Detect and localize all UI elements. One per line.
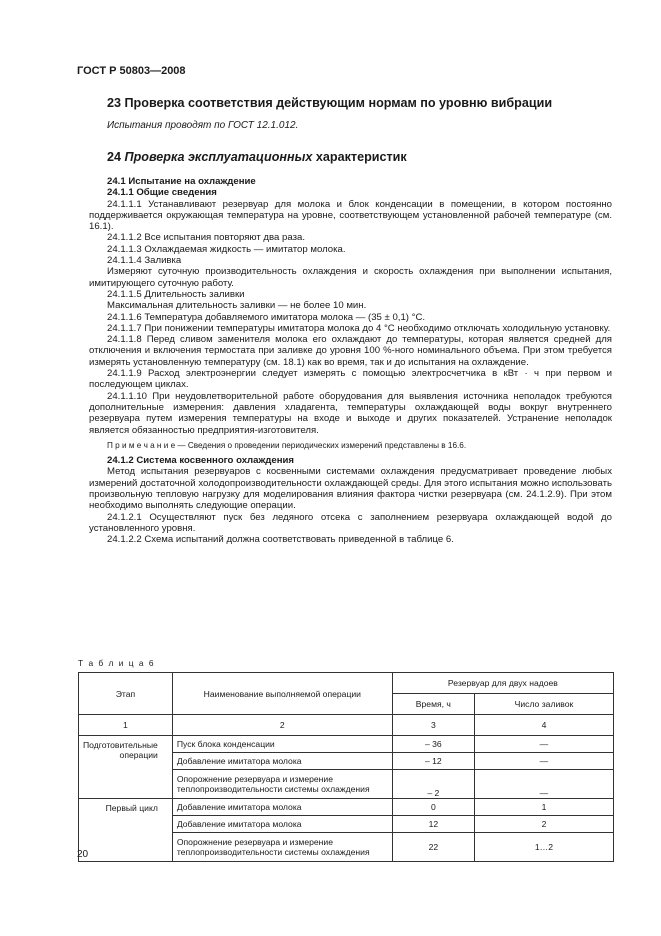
operation-cell: Добавление имитатора молока <box>172 816 392 833</box>
paragraph: 24.1.1.2 Все испытания повторяют два раза. <box>107 232 305 244</box>
page-number: 20 <box>77 849 89 860</box>
fills-cell: 1 <box>474 799 613 816</box>
fills-cell: — <box>474 770 613 799</box>
time-cell: 0 <box>392 799 474 816</box>
fills-cell: 1…2 <box>474 833 613 862</box>
fills-cell: 2 <box>474 816 613 833</box>
table-row <box>79 736 614 753</box>
col-number: 2 <box>172 715 392 736</box>
table-6 <box>78 672 614 862</box>
paragraph: 24.1.1.8 Перед сливом заменителя молока его охлаждают до температуры, которая является средней для отключения и включения термостата при заливке до уровня 100 %-ного номинального объема. При этом требуется измерять установленную температуру (см. 18.1) как во время, так и до испытания на охлаждение. <box>89 334 612 368</box>
body-text <box>89 176 612 546</box>
stage-cell: Подготовительные операции <box>79 736 173 799</box>
operation-cell: Добавление имитатора молока <box>172 799 392 816</box>
operation-cell: Добавление имитатора молока <box>172 753 392 770</box>
section-23-text: Испытания проводят по ГОСТ 12.1.012. <box>107 120 299 131</box>
paragraph: 24.1.1.5 Длительность заливки <box>107 288 245 300</box>
paragraph: Метод испытания резервуаров с косвенными системами охлаждения предусматривает проведение любых измерений достаточной холодопроизводительности охлаждающей среды. Для этого испытания можно использовать произвольную тепловую нагрузку для моделирования влияния фактора чистки резервуара (см. 24.1.2.9). При этом необходимо выполнять следующие операции. <box>89 466 612 512</box>
header-stage: Этап <box>79 673 173 715</box>
operation-cell: Пуск блока конденсации <box>172 736 392 753</box>
paragraph: Максимальная длительность заливки — не более 10 мин. <box>107 300 367 312</box>
paragraph: 24.1.1.4 Заливка <box>107 255 182 267</box>
subsection-heading: 24.1.2 Система косвенного охлаждения <box>107 455 294 467</box>
col-number: 4 <box>474 715 613 736</box>
section-24-number: 24 <box>107 150 125 164</box>
col-number: 1 <box>79 715 173 736</box>
subsection-heading: 24.1.1 Общие сведения <box>107 187 217 199</box>
paragraph: 24.1.1.3 Охлаждаемая жидкость — имитатор молока. <box>107 243 346 255</box>
paragraph: 24.1.1.7 При понижении температуры имитатора молока до 4 °С необходимо отключать холодильную установку. <box>107 322 611 334</box>
table-caption: Т а б л и ц а 6 <box>78 658 156 668</box>
time-cell: – 12 <box>392 753 474 770</box>
fills-cell: — <box>474 736 613 753</box>
note-paragraph: П р и м е ч а н и е — Сведения о проведении периодических измерений представлены в 16.6. <box>107 440 467 450</box>
header-fills: Число заливок <box>474 694 613 715</box>
fills-cell: — <box>474 753 613 770</box>
document-header: ГОСТ Р 50803—2008 <box>77 65 186 77</box>
paragraph: 24.1.1.9 Расход электроэнергии следует измерять с помощью электросчетчика в кВт · ч при первом и последующем циклах. <box>89 368 612 391</box>
time-cell: – 2 <box>392 770 474 799</box>
section-24-title <box>107 150 407 164</box>
paragraph: 24.1.1.10 При неудовлетворительной работе оборудования для выявления источника неполадок требуются дополнительные измерения: давления хладагента, температуры охлаждающей воды вокруг внутреннего резервуара путем измерения температуры на входе и выходе и других показателей. Устранение неполадок является обязанностью предприятия-изготовителя. <box>89 390 612 436</box>
time-cell: 12 <box>392 816 474 833</box>
paragraph: 24.1.2.2 Схема испытаний должна соответствовать приведенной в таблице 6. <box>107 534 454 546</box>
stage-cell: Первый цикл <box>79 799 173 862</box>
paragraph: 24.1.2.1 Осуществляют пуск без ледяного отсека с заполнением резервуара охлаждающей водой до установленного уровня. <box>89 511 612 534</box>
paragraph: 24.1.1.1 Устанавливают резервуар для молока и блок конденсации в помещении, в котором постоянно поддерживается окружающая температура на уровне, соответствующем установленной рабочей температуре (см. 16.1). <box>89 198 612 233</box>
paragraph: 24.1.1.6 Температура добавляемого имитатора молока — (35 ± 0,1) °С. <box>107 311 426 323</box>
paragraph: Измеряют суточную производительность охлаждения и скорость охлаждения при выполнении испытания, имитирующего суточную работу. <box>89 266 612 289</box>
time-cell: 22 <box>392 833 474 862</box>
header-group: Резервуар для двух надоев <box>392 673 613 694</box>
section-24-title-rest: характеристик <box>312 150 407 164</box>
operation-cell: Опорожнение резервуара и измерение теплопроизводительности системы охлаждения <box>172 833 392 862</box>
operation-cell: Опорожнение резервуара и измерение теплопроизводительности системы охлаждения <box>172 770 392 799</box>
table-row <box>79 799 614 816</box>
header-operation: Наименование выполняемой операции <box>172 673 392 715</box>
time-cell: – 36 <box>392 736 474 753</box>
section-24-title-italic: Проверка эксплуатационных <box>124 150 313 164</box>
subsection-heading: 24.1 Испытание на охлаждение <box>107 176 256 187</box>
header-time: Время, ч <box>392 694 474 715</box>
section-23-title: 23 Проверка соответствия действующим нормам по уровню вибрации <box>107 96 553 110</box>
col-number: 3 <box>392 715 474 736</box>
